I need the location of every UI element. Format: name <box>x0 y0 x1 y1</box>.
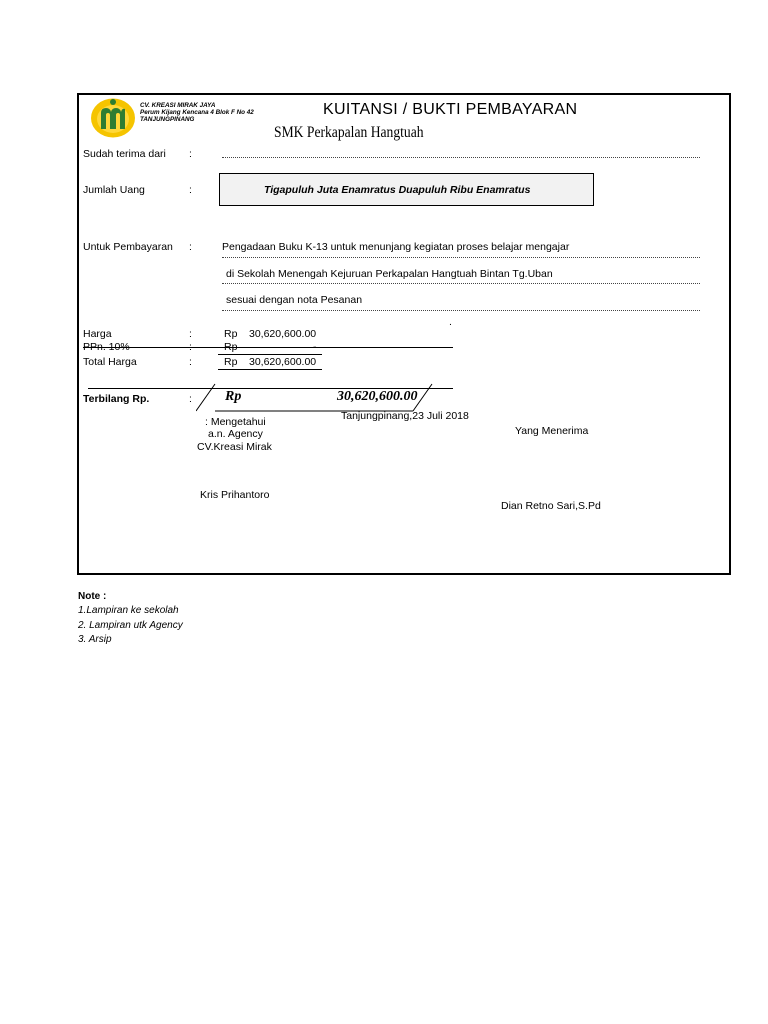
place-date: Tanjungpinang,23 Juli 2018 <box>341 410 469 422</box>
company-name: CV. KREASI MIRAK JAYA <box>140 102 216 109</box>
ppn-label: PPn. 10% <box>83 341 130 353</box>
payment-line-2: di Sekolah Menengah Kejuruan Perkapalan Hangtuah Bintan Tg.Uban <box>226 268 553 280</box>
terbilang-colon: : <box>189 393 192 405</box>
total-label: Total Harga <box>83 356 137 368</box>
company-city: TANJUNGPINANG <box>140 115 195 123</box>
price-currency: Rp <box>224 328 238 340</box>
school-name: SMK Perkapalan Hangtuah <box>274 124 424 141</box>
ppn-colon: : <box>189 341 192 353</box>
received-from-colon: : <box>189 148 192 160</box>
subtotal-line <box>218 354 322 355</box>
receipt-frame <box>77 93 731 575</box>
signer-right-name: Dian Retno Sari,S.Pd <box>501 500 601 512</box>
price-label: Harga <box>83 328 112 340</box>
signer-left-name: Kris Prihantoro <box>200 489 270 501</box>
ppn-currency: Rp <box>224 341 238 353</box>
agency-company: CV.Kreasi Mirak <box>197 441 272 453</box>
payment-for-label: Untuk Pembayaran <box>83 241 173 253</box>
payment-line-1: Pengadaan Buku K-13 untuk menunjang kegiatan proses belajar mengajar <box>222 241 570 253</box>
received-from-dotted-line <box>222 157 700 158</box>
total-colon: : <box>189 356 192 368</box>
company-logo-icon <box>90 96 136 138</box>
terbilang-label: Terbilang Rp. <box>83 393 150 405</box>
terbilang-currency: Rp <box>225 389 242 404</box>
amount-colon: : <box>189 184 192 196</box>
payment-dotted-line-1 <box>222 257 700 258</box>
received-from-label: Sudah terima dari <box>83 148 166 160</box>
total-value: 30,620,600.00 <box>249 356 317 368</box>
payment-line-3: sesuai dengan nota Pesanan <box>226 294 363 306</box>
payment-dotted-line-2 <box>222 283 700 284</box>
note-item: 3. Arsip <box>78 634 112 645</box>
ppn-value: - <box>313 341 317 353</box>
company-address: Perum Kijang Kencana 4 Blok F No 42 <box>140 108 254 116</box>
terbilang-value: 30,620,600.00 <box>337 389 418 404</box>
receipt-title: KUITANSI / BUKTI PEMBAYARAN <box>323 101 578 118</box>
price-colon: : <box>189 328 192 340</box>
acknowledge-label: : Mengetahui <box>205 416 266 428</box>
price-value: 30,620,600.00 <box>249 328 317 340</box>
note-title: Note : <box>78 591 107 602</box>
amount-label: Jumlah Uang <box>83 184 145 196</box>
note-item: 2. Lampiran utk Agency <box>78 620 183 631</box>
receiver-label: Yang Menerima <box>515 425 589 437</box>
ppn-strike-line <box>83 347 453 348</box>
company-info <box>140 103 254 123</box>
amount-words: Tigapuluh Juta Enamratus Duapuluh Ribu Enamratus <box>264 184 531 196</box>
total-currency: Rp <box>224 356 238 368</box>
payment-for-colon: : <box>189 241 192 253</box>
on-behalf-label: a.n. Agency <box>208 428 263 440</box>
total-underline <box>218 369 322 370</box>
note-item: 1.Lampiran ke sekolah <box>78 605 179 616</box>
payment-dotted-line-3 <box>222 310 700 311</box>
stray-dot: . <box>449 316 452 328</box>
